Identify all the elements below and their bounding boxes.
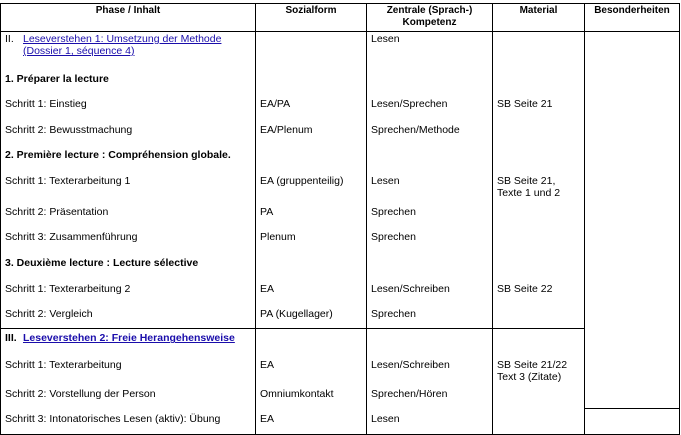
- cell: [256, 68, 367, 94]
- cell: [493, 144, 585, 170]
- phase-cell: Schritt 1: Texterarbeitung 1: [1, 170, 256, 201]
- table-row: [1, 408, 680, 434]
- table-row: [1, 93, 680, 119]
- material-cell: SB Seite 22: [493, 278, 585, 304]
- cell: [256, 32, 367, 68]
- lesson-plan-table: [0, 3, 680, 435]
- phase-cell: Schritt 2: Bewusstmachung: [1, 119, 256, 145]
- sozialform-cell: EA (gruppenteilig): [256, 170, 367, 201]
- table-row: [1, 119, 680, 145]
- section-3-numeral: III.: [5, 332, 17, 345]
- section-2-subtitle-link[interactable]: (Dossier 1, séquence 4): [23, 45, 135, 57]
- phase-cell: Schritt 3: Intonatorisches Lesen (aktiv): Übung: [1, 408, 256, 434]
- material-cell: [493, 383, 585, 409]
- material-cell: [493, 303, 585, 329]
- kompetenz-cell: Lesen/Schreiben: [367, 278, 493, 304]
- besonderheiten-cell: [585, 408, 680, 434]
- section-3-title-cell: [1, 329, 256, 351]
- material-line: SB Seite 21/22: [497, 358, 568, 371]
- header-sozialform: Sozialform: [256, 4, 367, 32]
- section-2-kompetenz: Lesen: [367, 32, 493, 68]
- material-cell: SB Seite 21: [493, 93, 585, 119]
- cell: [367, 68, 493, 94]
- section-2-numeral: II.: [5, 33, 14, 45]
- kompetenz-cell: Sprechen: [367, 226, 493, 252]
- cell: [493, 329, 585, 351]
- table-row: [1, 170, 680, 201]
- cell: [493, 68, 585, 94]
- kompetenz-cell: Sprechen/Hören: [367, 383, 493, 409]
- cell: [367, 144, 493, 170]
- phase-cell: Schritt 2: Vergleich: [1, 303, 256, 329]
- part-3-heading: 3. Deuxième lecture : Lecture sélective: [1, 252, 256, 278]
- sozialform-cell: PA: [256, 201, 367, 227]
- phase-cell: Schritt 1: Texterarbeitung: [1, 351, 256, 383]
- cell: [256, 252, 367, 278]
- kompetenz-cell: Lesen/Schreiben: [367, 351, 493, 383]
- kompetenz-cell: Sprechen: [367, 201, 493, 227]
- table-row: [1, 226, 680, 252]
- cell: [493, 32, 585, 68]
- sozialform-cell: Omniumkontakt: [256, 383, 367, 409]
- table-row: [1, 383, 680, 409]
- sozialform-cell: Plenum: [256, 226, 367, 252]
- header-phase: Phase / Inhalt: [1, 4, 256, 32]
- kompetenz-cell: Sprechen/Methode: [367, 119, 493, 145]
- sozialform-cell: PA (Kugellager): [256, 303, 367, 329]
- section-2-title-link[interactable]: Leseverstehen 1: Umsetzung der Methode: [23, 33, 222, 45]
- section-2-row: [1, 32, 680, 68]
- header-row: [1, 4, 680, 32]
- header-kompetenz: Zentrale (Sprach-) Kompetenz: [367, 4, 493, 32]
- header-material: Material: [493, 4, 585, 32]
- header-besonderheiten: Besonderheiten: [585, 4, 680, 32]
- sozialform-cell: EA: [256, 351, 367, 383]
- cell: [367, 329, 493, 351]
- table-row: [1, 303, 680, 329]
- part-3-heading-row: [1, 252, 680, 278]
- material-line: SB Seite 21,: [497, 174, 556, 187]
- part-1-heading-row: [1, 68, 680, 94]
- sozialform-cell: EA/PA: [256, 93, 367, 119]
- material-cell: [493, 408, 585, 434]
- cell: [256, 144, 367, 170]
- phase-cell: Schritt 3: Zusammenführung: [1, 226, 256, 252]
- part-1-heading: 1. Préparer la lecture: [1, 68, 256, 94]
- section-3-title-link[interactable]: Leseverstehen 2: Freie Herangehensweise: [23, 332, 235, 345]
- sozialform-cell: EA/Plenum: [256, 119, 367, 145]
- phase-cell: Schritt 1: Einstieg: [1, 93, 256, 119]
- cell: [493, 252, 585, 278]
- besonderheiten-column: [585, 32, 680, 409]
- section-3-row: [1, 329, 680, 351]
- kompetenz-cell: Lesen: [367, 170, 493, 201]
- kompetenz-cell: Lesen: [367, 408, 493, 434]
- table-row: [1, 201, 680, 227]
- section-2-title-cell: [1, 32, 256, 68]
- sozialform-cell: EA: [256, 278, 367, 304]
- table-row: [1, 351, 680, 383]
- part-2-heading: 2. Première lecture : Compréhension globale.: [1, 144, 256, 170]
- phase-cell: Schritt 1: Texterarbeitung 2: [1, 278, 256, 304]
- cell: [367, 252, 493, 278]
- material-line: Texte 1 und 2: [497, 186, 561, 199]
- material-cell: [493, 226, 585, 252]
- phase-cell: Schritt 2: Vorstellung der Person: [1, 383, 256, 409]
- material-cell: [493, 170, 585, 201]
- kompetenz-cell: Sprechen: [367, 303, 493, 329]
- table-row: [1, 278, 680, 304]
- sozialform-cell: EA: [256, 408, 367, 434]
- material-cell: [493, 351, 585, 383]
- kompetenz-cell: Lesen/Sprechen: [367, 93, 493, 119]
- material-cell: [493, 201, 585, 227]
- part-2-heading-row: [1, 144, 680, 170]
- material-line: Text 3 (Zitate): [497, 370, 562, 383]
- phase-cell: Schritt 2: Präsentation: [1, 201, 256, 227]
- cell: [256, 329, 367, 351]
- material-cell: [493, 119, 585, 145]
